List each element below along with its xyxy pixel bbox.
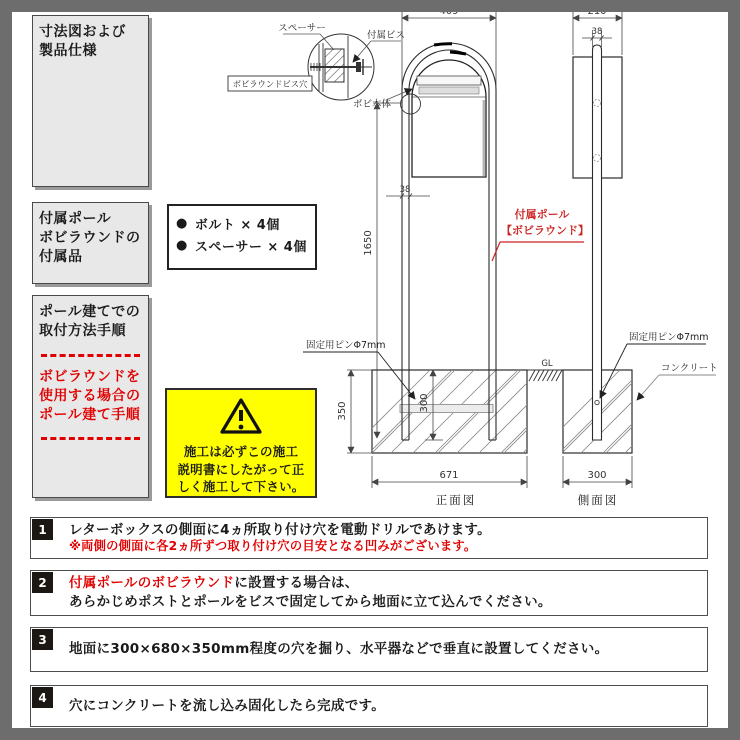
dim-38-front: 38 (399, 185, 411, 195)
svg-text:【ボビラウンド】: 【ボビラウンド】 (501, 224, 589, 237)
label-line: 取付方法手順 (39, 322, 126, 339)
step-text-red: 付属ポールのボビラウンド (69, 575, 235, 592)
dim-300-front: 300 (419, 393, 430, 413)
label-line-red: ポール建て手順 (39, 406, 141, 423)
label-line: 寸法図および (39, 24, 126, 40)
step-number-badge: 1 (32, 519, 53, 540)
step-text: レターボックスの側面に4ヵ所取り付け穴を電動ドリルであけます。 (69, 521, 491, 538)
step-3 (30, 627, 708, 672)
body-label: ボビ本体 (352, 99, 392, 110)
step-1 (30, 517, 708, 559)
accessory-label: スペーサー × 4個 (194, 240, 307, 255)
step-number-badge: 4 (32, 687, 53, 708)
dim-1650: 1650 (363, 230, 374, 256)
detail-circle (308, 34, 374, 100)
warning-line: 説明書にしたがって正 (177, 461, 305, 477)
accessories-list (167, 204, 317, 270)
list-item (176, 214, 308, 233)
gl-label: GL (541, 359, 553, 369)
label-line: 付属品 (39, 248, 83, 265)
label-line: ボビラウンドの (39, 229, 141, 246)
step-4 (30, 685, 708, 727)
section-label-accessories (32, 202, 149, 284)
red-divider (41, 354, 140, 357)
step-text-black: に設置する場合は、 (234, 575, 359, 592)
svg-text:固定用ピンΦ7mm: 固定用ピンΦ7mm (629, 332, 709, 343)
spacer-section (325, 49, 344, 82)
step-text (69, 574, 707, 593)
warning-line: 施工は必ずこの施工 (183, 444, 299, 459)
accessory-label: ボルト × 4個 (194, 218, 280, 233)
list-item (176, 236, 308, 255)
spacer-label: スペーサー (278, 23, 326, 34)
concrete-label (637, 363, 718, 400)
bullet-icon: ● (176, 238, 188, 253)
fixing-pin (400, 405, 493, 413)
warning-line: しく施工して下さい。 (177, 479, 305, 494)
svg-text:コンクリート: コンクリート (661, 363, 718, 374)
screw-label: 付属ビス (366, 30, 406, 41)
svg-text:付属ポール: 付属ポール (514, 208, 570, 221)
svg-text:固定用ピンΦ7mm: 固定用ピンΦ7mm (306, 340, 386, 351)
bullet-icon: ● (176, 216, 188, 231)
step-text: 地面に300×680×350mm程度の穴を掘り、水平器などで垂直に設置してください。 (69, 641, 609, 658)
dim-300-side: 300 (587, 470, 607, 481)
pole-label (492, 207, 589, 261)
label-line: ポール建てでの (39, 304, 141, 320)
dim-210: 210 (587, 6, 607, 17)
dim-671: 671 (439, 470, 459, 481)
screw-hole-label: ボビラウンドビス穴 (232, 79, 308, 89)
step-note-red: ※両側の側面に各2ヵ所ずつ取り付け穴の目安となる凹みがございます。 (69, 539, 477, 554)
step-number-badge: 2 (32, 572, 53, 593)
mailbox-front (401, 60, 487, 177)
section-label-dimensions (32, 15, 149, 187)
dim-350: 350 (337, 401, 348, 421)
label-line-red: 使用する場合の (39, 387, 141, 404)
side-caption: 側面図 (577, 493, 619, 507)
step-text: 穴にコンクリートを流し込み固化したら完成です。 (69, 697, 386, 714)
red-divider (41, 437, 140, 440)
warning-icon (219, 397, 263, 435)
dim-38-side: 38 (591, 27, 603, 37)
section-label-installation (32, 295, 149, 498)
label-line-red: ボビラウンドを (39, 368, 141, 385)
label-line: 付属ポール (39, 211, 112, 227)
dim-409: 409 (439, 6, 459, 17)
step-2 (30, 570, 708, 616)
warning-box (165, 388, 317, 498)
front-caption: 正面図 (435, 493, 477, 507)
step-number-badge: 3 (32, 629, 53, 650)
step-text: あらかじめポストとポールをビスで固定してから地面に立て込んでください。 (69, 594, 552, 610)
ground-line (527, 370, 563, 381)
label-line: 製品仕様 (39, 42, 97, 59)
